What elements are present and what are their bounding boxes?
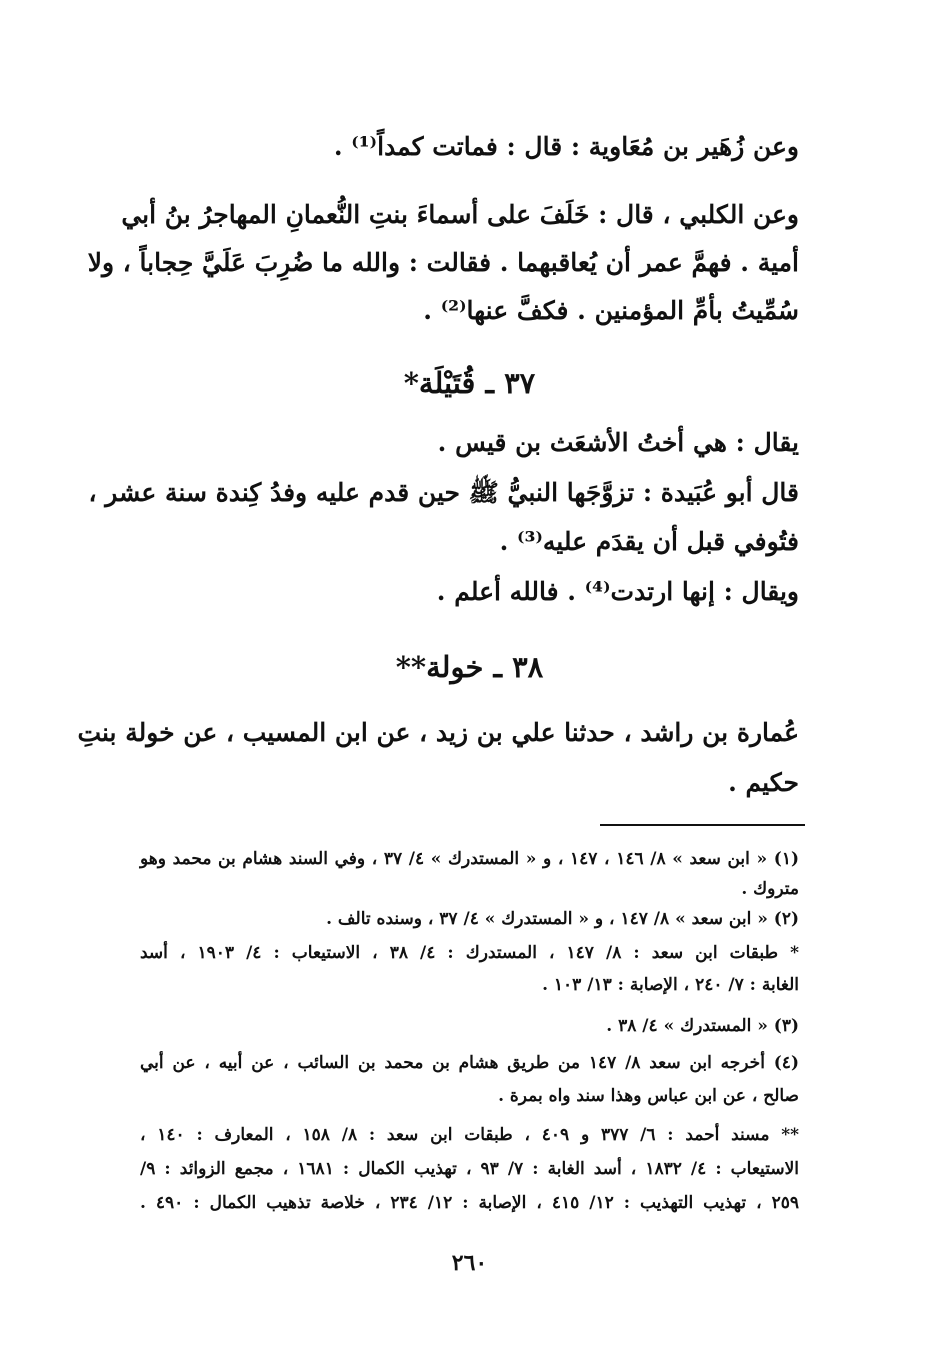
- body-line: سُمِّيتُ بأمِّ المؤمنين . فكفَّ عنها⁽²⁾ .: [423, 296, 799, 325]
- body-line: ويقال : إنها ارتدت⁽⁴⁾ . فالله أعلم .: [436, 577, 799, 606]
- body-line: عُمارة بن راشد ، حدثنا علي بن زيد ، عن ابن المسيب ، عن خولة بنتِ: [77, 718, 799, 747]
- footnote-line: صالح ، عن ابن عباس وهذا سند واه بمرة .: [498, 1086, 799, 1106]
- footnote-line: الغابة : ٧/ ٢٤٠ ، الإصابة : ١٣/ ١٠٣ .: [542, 975, 799, 995]
- body-line: وعن زُهَير بن مُعَاوية : قال : فماتت كمداً⁽¹⁾ .: [333, 132, 799, 161]
- body-line: وعن الكلبي ، قال : خَلَفَ على أسماءَ بنتِ النُّعمانِ المهاجرُ بنُ أبي: [121, 200, 799, 229]
- section-heading-37: ٣٧ ـ قُتَيْلَة*: [403, 366, 536, 400]
- footnote-line: (٤) أخرجه ابن سعد ٨/ ١٤٧ من طريق هشام بن محمد بن السائب ، عن أبيه ، عن أبي: [140, 1053, 799, 1073]
- body-line: قال أبو عُبَيدة : تزوَّجَها النبيُّ ﷺ حين قدم عليه وفدُ كِندة سنة عشر ،: [88, 478, 799, 507]
- footnote-line: ** مسند أحمد : ٦/ ٣٧٧ و ٤٠٩ ، طبقات ابن سعد : ٨/ ١٥٨ ، المعارف : ١٤٠ ،: [140, 1125, 799, 1145]
- footnote-line: (٢) « ابن سعد » ٨/ ١٤٧ ، و « المستدرك » ٤/ ٣٧ ، وسنده تالف .: [326, 909, 799, 929]
- footnote-line: (١) « ابن سعد » ٨/ ١٤٦ ، ١٤٧ ، و « المستدرك » ٤/ ٣٧ ، وفي السند هشام بن محمد وهو: [140, 849, 799, 869]
- footnote-line: متروك .: [741, 879, 799, 899]
- body-line: فتُوفي قبل أن يقدَم عليه⁽³⁾ .: [499, 527, 799, 556]
- footnote-separator: [600, 824, 805, 826]
- body-line: يقال : هي أختُ الأشعَث بن قيس .: [437, 428, 799, 457]
- footnote-line: * طبقات ابن سعد : ٨/ ١٤٧ ، المستدرك : ٤/ ٣٨ ، الاستيعاب : ٤/ ١٩٠٣ ، أسد: [140, 943, 799, 963]
- section-heading-38: ٣٨ ـ خولة**: [395, 650, 544, 684]
- body-line: حكيم .: [728, 768, 799, 797]
- page-number: ٢٦٠: [451, 1250, 488, 1276]
- footnote-line: (٣) « المستدرك » ٤/ ٣٨ .: [606, 1016, 799, 1036]
- footnote-line: الاستيعاب : ٤/ ١٨٣٢ ، أسد الغابة : ٧/ ٩٣ ، تهذيب الكمال : ١٦٨١ ، مجمع الزوائد : ٩/: [140, 1159, 799, 1179]
- footnote-line: ٢٥٩ ، تهذيب التهذيب : ١٢/ ٤١٥ ، الإصابة : ١٢/ ٢٣٤ ، خلاصة تذهيب الكمال : ٤٩٠ .: [140, 1193, 799, 1213]
- body-line: أمية . فهمَّ عمر أن يُعاقبهما . فقالت : والله ما ضُرِبَ عَلَيَّ حِجاباً ، ولا: [87, 248, 799, 277]
